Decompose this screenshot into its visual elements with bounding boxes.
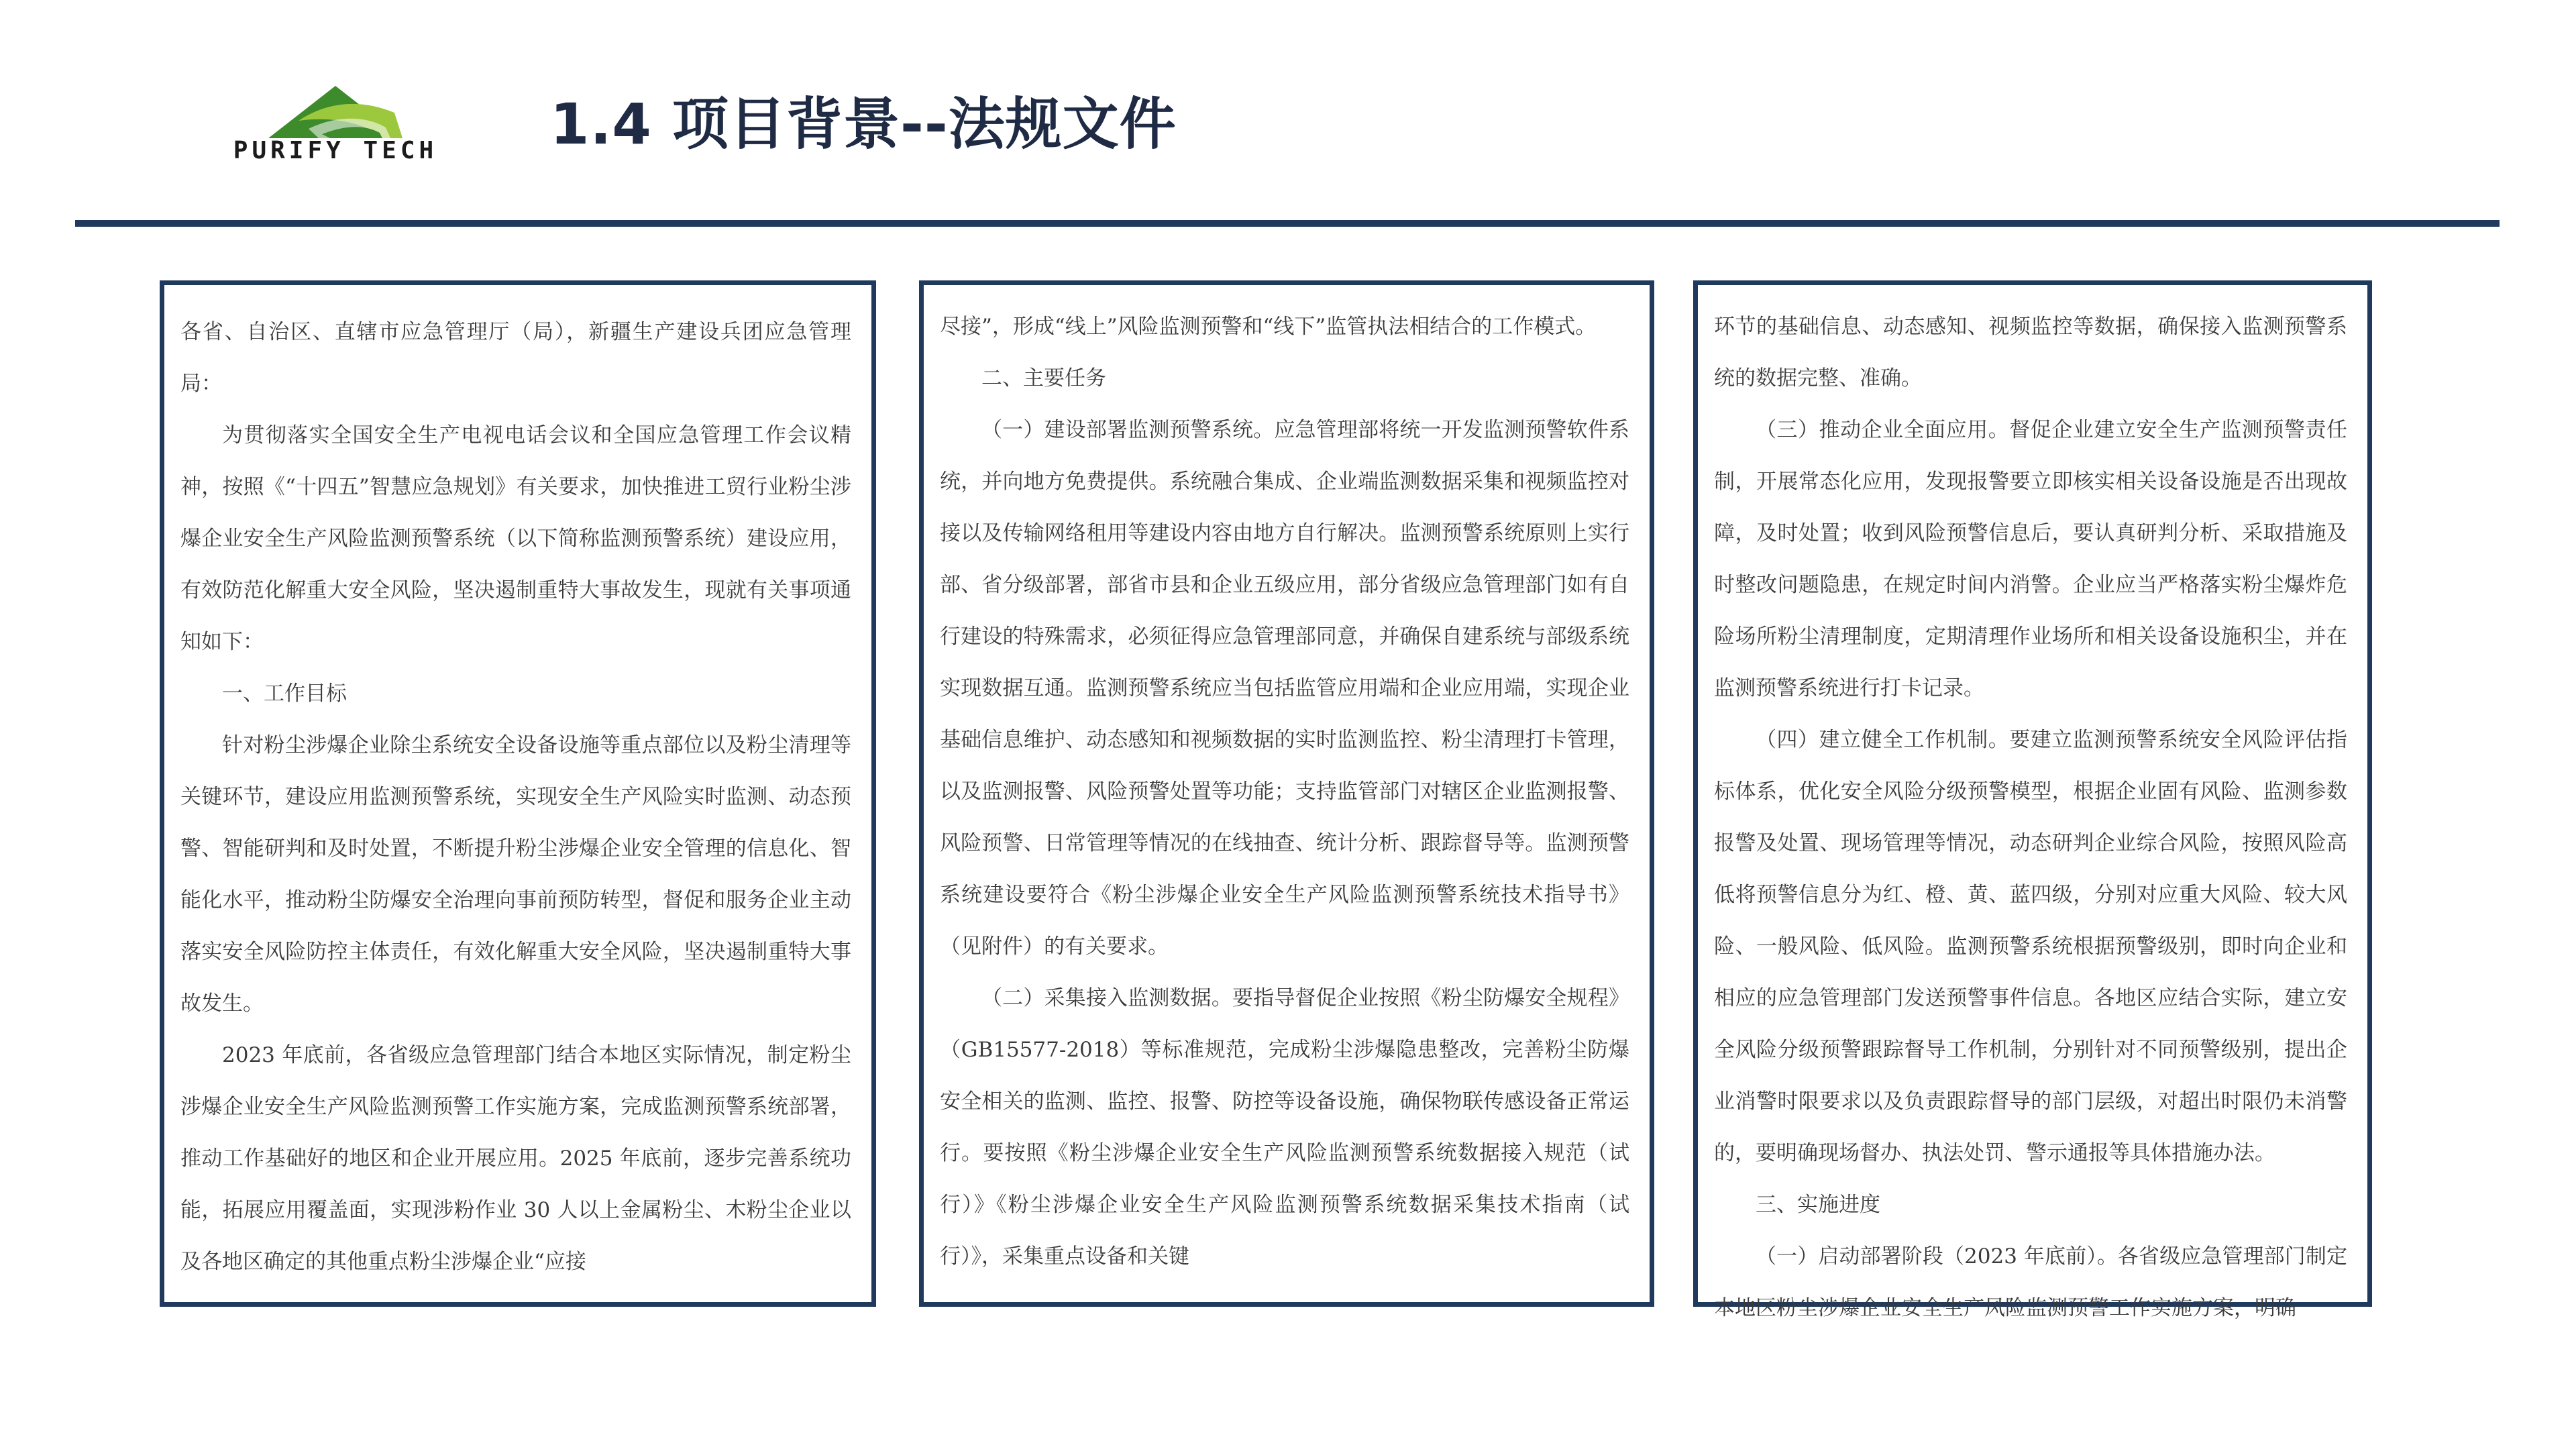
document-page-1 — [160, 280, 876, 1307]
purify-tech-logo — [181, 80, 490, 168]
section-heading: 一、工作目标 — [222, 682, 347, 706]
paragraph: 环节的基础信息、动态感知、视频监控等数据，确保接入监测预警系统的数据完整、准确。 — [1714, 315, 2347, 390]
paragraph: 各省、自治区、直辖市应急管理厅（局），新疆生产建设兵团应急管理局： — [180, 320, 851, 396]
paragraph: （三）推动企业全面应用。督促企业建立安全生产监测预警责任制，开展常态化应用，发现报警要立即核实相关设备设施是否出现故障，及时处置；收到风险预警信息后，要认真研判分析、采取措施及时整改问题隐患，在规定时间内消警。企业应当严格落实粉尘爆炸危险场所粉尘清理制度，定期清理作业场所和相关设备设施积尘，并在监测预警系统进行打卡记录。 — [1714, 418, 2347, 700]
page-title: 1.4 项目背景--法规文件 — [550, 91, 1177, 157]
paragraph: （一）建设部署监测预警系统。应急管理部将统一开发监测预警软件系统，并向地方免费提供。系统融合集成、企业端监测数据采集和视频监控对接以及传输网络租用等建设内容由地方自行解决。监测预警系统原则上实行部、省分级部署，部省市县和企业五级应用，部分省级应急管理部门如有自行建设的特殊需求，必须征得应急管理部同意，并确保自建系统与部级系统实现数据互通。监测预警系统应当包括监管应用端和企业应用端，实现企业基础信息维护、动态感知和视频数据的实时监测监控、粉尘清理打卡管理，以及监测报警、风险预警处置等功能；支持监管部门对辖区企业监测报警、风险预警、日常管理等情况的在线抽查、统计分析、跟踪督导等。监测预警系统建设要符合《粉尘涉爆企业安全生产风险监测预警系统技术指导书》（见附件）的有关要求。 — [940, 418, 1629, 959]
document-page-2 — [919, 280, 1654, 1307]
paragraph: （一）启动部署阶段（2023 年底前）。各省级应急管理部门制定本地区粉尘涉爆企业安全生产风险监测预警工作实施方案，明确 — [1714, 1244, 2347, 1320]
paragraph: 尽接”，形成“线上”风险监测预警和“线下”监管执法相结合的工作模式。 — [940, 315, 1597, 339]
header-divider — [75, 220, 2500, 227]
logo-text: PURIFY TECH — [233, 137, 438, 164]
paragraph: （四）建立健全工作机制。要建立监测预警系统安全风险评估指标体系，优化安全风险分级预警模型，根据企业固有风险、监测参数报警及处置、现场管理等情况，动态研判企业综合风险，按照风险高低将预警信息分为红、橙、黄、蓝四级，分别对应重大风险、较大风险、一般风险、低风险。监测预警系统根据预警级别，即时向企业和相应的应急管理部门发送预警事件信息。各地区应结合实际，建立安全风险分级预警跟踪督导工作机制，分别针对不同预警级别，提出企业消警时限要求以及负责跟踪督导的部门层级，对超出时限仍未消警的，要明确现场督办、执法处罚、警示通报等具体措施办法。 — [1714, 728, 2347, 1165]
paragraph: 2023 年底前，各省级应急管理部门结合本地区实际情况，制定粉尘涉爆企业安全生产风险监测预警工作实施方案，完成监测预警系统部署，推动工作基础好的地区和企业开展应用。2025 年底前，逐步完善系统功能，拓展应用覆盖面，实现涉粉作业 30 人以上金属粉尘、木粉尘企业以及各地区确定的其他重点粉尘涉爆企业“应接 — [180, 1043, 851, 1274]
section-heading: 二、主要任务 — [981, 366, 1106, 390]
section-heading: 三、实施进度 — [1756, 1193, 1880, 1217]
paragraph: （二）采集接入监测数据。要指导督促企业按照《粉尘防爆安全规程》（GB15577-2018）等标准规范，完成粉尘涉爆隐患整改，完善粉尘防爆安全相关的监测、监控、报警、防控等设备设施，确保物联传感设备正常运行。要按照《粉尘涉爆企业安全生产风险监测预警系统数据接入规范（试行）》《粉尘涉爆企业安全生产风险监测预警系统数据采集技术指南（试行）》，采集重点设备和关键 — [940, 986, 1629, 1269]
mountain-logo-icon — [181, 80, 490, 141]
paragraph: 为贯彻落实全国安全生产电视电话会议和全国应急管理工作会议精神，按照《“十四五”智慧应急规划》有关要求，加快推进工贸行业粉尘涉爆企业安全生产风险监测预警系统（以下简称监测预警系统）建设应用，有效防范化解重大安全风险，坚决遏制重特大事故发生，现就有关事项通知如下： — [180, 423, 851, 654]
paragraph: 针对粉尘涉爆企业除尘系统安全设备设施等重点部位以及粉尘清理等关键环节，建设应用监测预警系统，实现安全生产风险实时监测、动态预警、智能研判和及时处置，不断提升粉尘涉爆企业安全管理的信息化、智能化水平，推动粉尘防爆安全治理向事前预防转型，督促和服务企业主动落实安全风险防控主体责任，有效化解重大安全风险，坚决遏制重特大事故发生。 — [180, 733, 851, 1016]
document-page-3 — [1693, 280, 2372, 1320]
